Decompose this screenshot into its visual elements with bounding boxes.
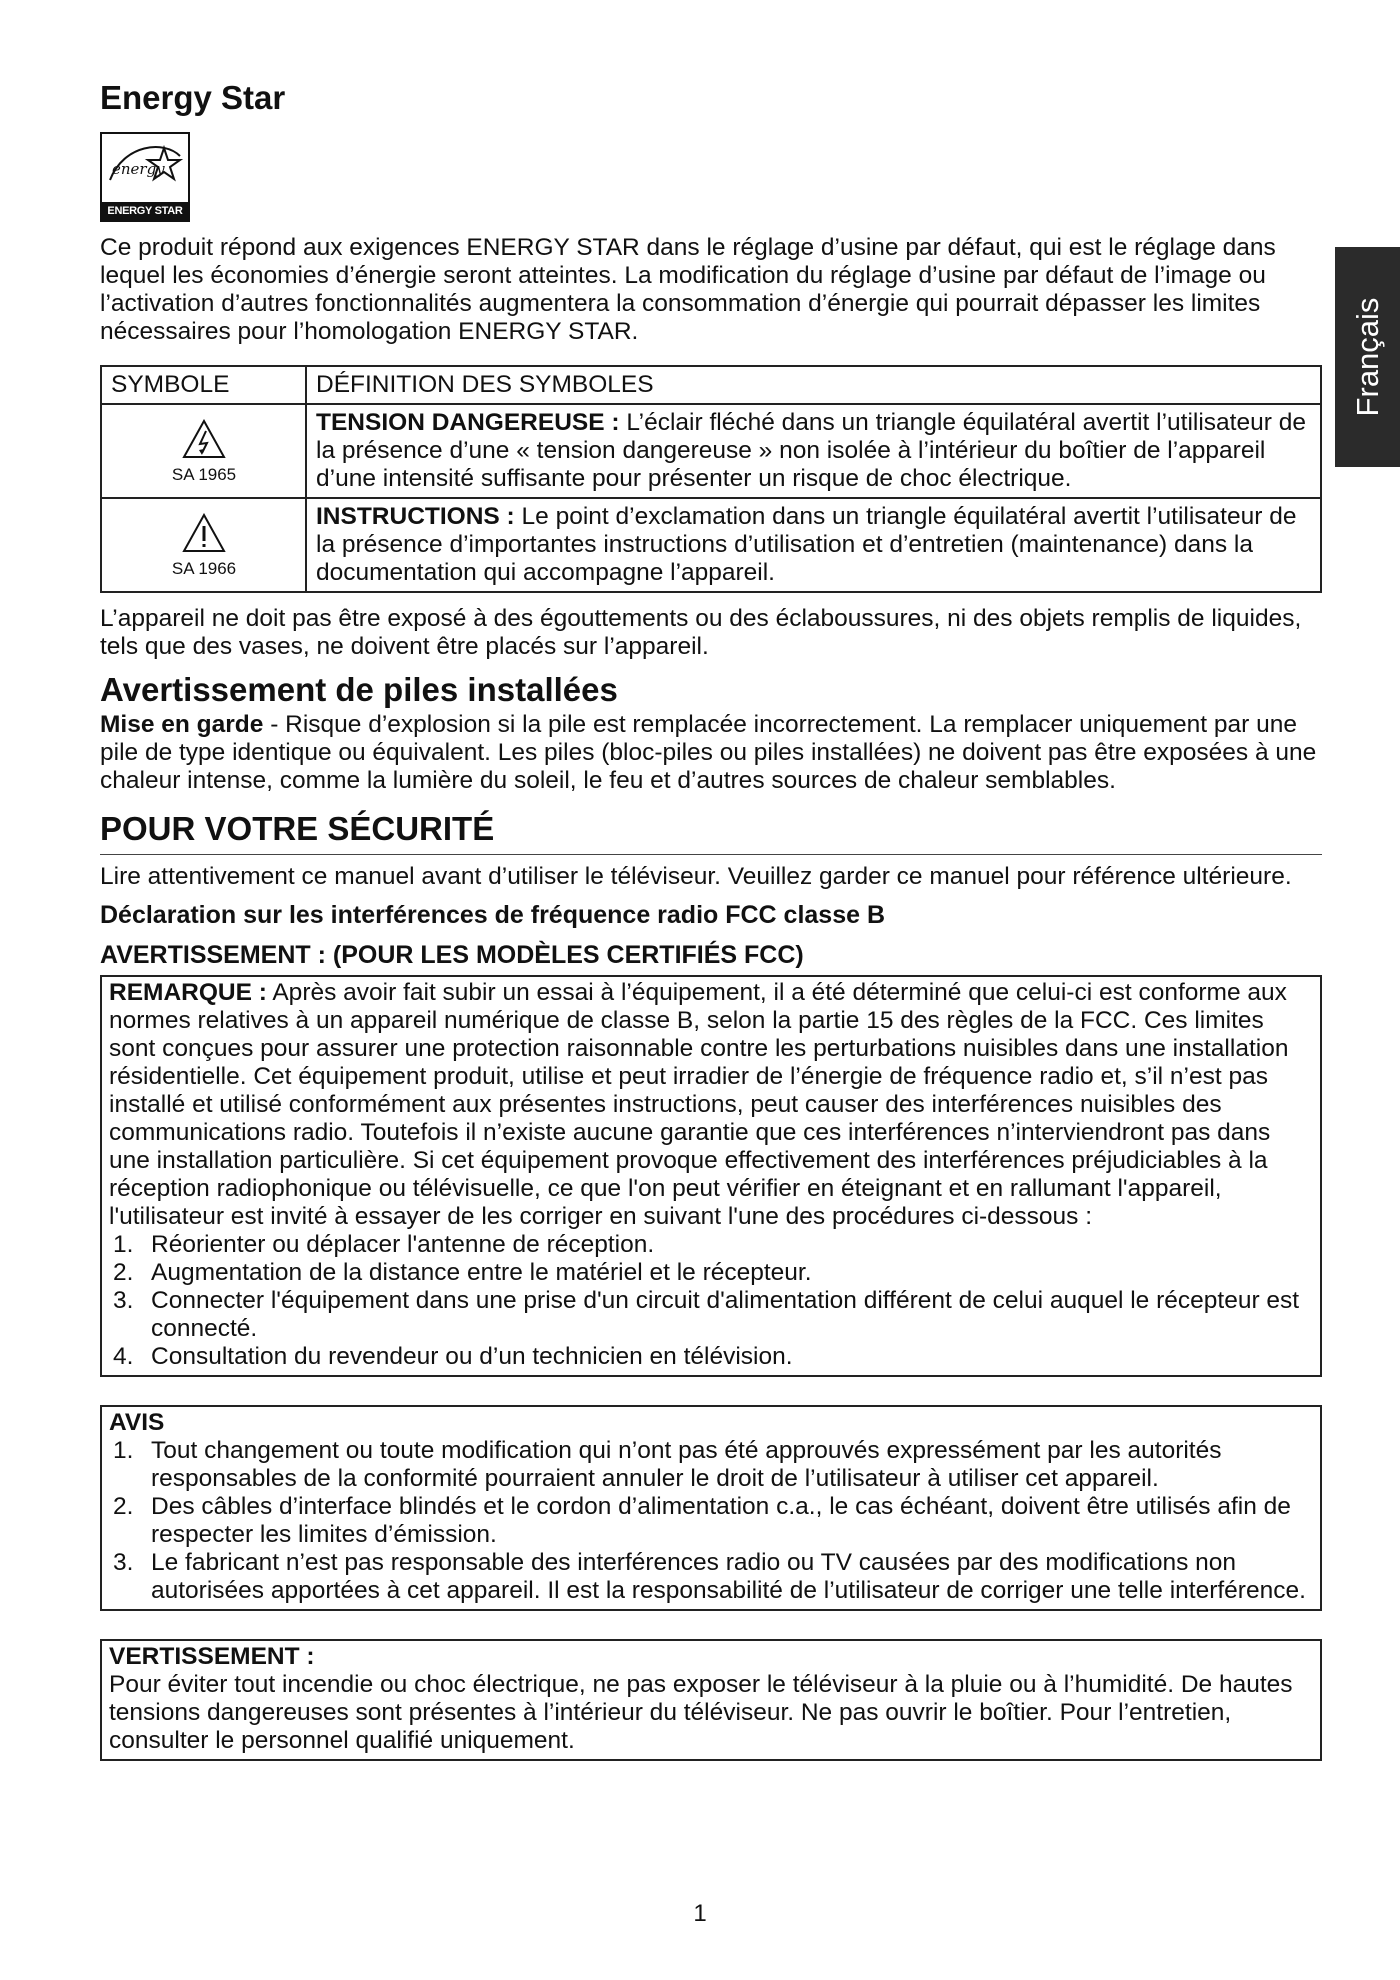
list-text: Réorienter ou déplacer l'antenne de réception. [151, 1231, 655, 1258]
energy-star-logo [100, 132, 190, 222]
list-item [109, 1343, 1314, 1371]
energy-star-swoosh-icon [102, 134, 188, 200]
language-tab [1335, 247, 1400, 467]
list-item [109, 1493, 1314, 1549]
vertissement-label: VERTISSEMENT : [109, 1643, 315, 1670]
list-text: Connecter l'équipement dans une prise d'un circuit d'alimentation différent de celui auquel le récepteur est connecté. [151, 1287, 1300, 1342]
avis-list [109, 1437, 1314, 1605]
list-number: 2. [113, 1259, 134, 1286]
list-item [109, 1549, 1314, 1605]
battery-text: - Risque d’explosion si la pile est remplacée incorrectement. La remplacer uniquement par une pile de type identique ou équivalent. Les piles (bloc-piles ou piles installées) ne doivent pas être exposées à une chaleur intense, comme la lumière du soleil, le feu et d’autres sources de chaleur semblables. [100, 711, 1317, 794]
liquid-warning: L’appareil ne doit pas être exposé à des égouttements ou des éclaboussures, ni des objets remplis de liquides, tels que des vases, ne doivent être placés sur l’appareil. [100, 605, 1302, 660]
list-text: Tout changement ou toute modification qui n’ont pas été approuvés expressément par les autorités responsables de la conformité pourraient annuler le droit de l’utilisateur à utiliser cet appareil. [151, 1437, 1222, 1492]
symbol-code: SA 1965 [171, 465, 237, 484]
list-text: Consultation du revendeur ou d’un technicien en télévision. [151, 1343, 793, 1370]
avis-box [100, 1405, 1322, 1611]
remarque-list [109, 1231, 1314, 1371]
symbol-term: TENSION DANGEREUSE : [316, 409, 620, 436]
symbols-table-header [101, 366, 1321, 404]
list-item [109, 1231, 1314, 1259]
vertissement-box [100, 1639, 1322, 1761]
list-number: 2. [113, 1493, 134, 1520]
energy-star-paragraph: Ce produit répond aux exigences ENERGY STAR dans le réglage d’usine par défaut, qui est le réglage dans lequel les économies d’énergie seront atteintes. La modification du réglage d’usine par défaut de l’image ou l’activation d’autres fonctionnalités augmentera la consommation d’énergie qui pourrait dépasser les limites nécessaires pour l’homologation ENERGY STAR. [100, 234, 1276, 345]
energy-star-logo-label: ENERGY STAR [102, 202, 188, 220]
avis-label: AVIS [109, 1409, 165, 1436]
header-symbol: SYMBOLE [101, 366, 306, 404]
list-number: 1. [113, 1437, 134, 1464]
remarque-label: REMARQUE : [109, 979, 267, 1006]
battery-paragraph [100, 711, 1322, 795]
symbols-table-row [101, 404, 1321, 498]
header-definition: DÉFINITION DES SYMBOLES [306, 366, 1321, 404]
page-content [100, 76, 1322, 1761]
list-text: Le fabricant n’est pas responsable des interférences radio ou TV causées par des modifications non autorisées apportées à cet appareil. Il est la responsabilité de l’utilisateur de corriger une telle interférence. [151, 1549, 1306, 1604]
symbol-code: SA 1966 [171, 559, 237, 578]
vertissement-text: Pour éviter tout incendie ou choc électrique, ne pas exposer le téléviseur à la pluie ou à l’humidité. De hautes tensions dangereuses sont présentes à l’intérieur du téléviseur. Ne pas ouvrir le boîtier. Pour l’entretien, consulter le personnel qualifié uniquement. [109, 1671, 1293, 1754]
language-tab-label: Français [1349, 297, 1385, 417]
list-text: Augmentation de la distance entre le matériel et le récepteur. [151, 1259, 812, 1286]
remarque-text: Après avoir fait subir un essai à l’équipement, il a été déterminé que celui-ci est conforme aux normes relatives à un appareil numérique de classe B, selon la partie 15 des règles de la FCC. Ces limites sont conçues pour assurer une protection raisonnable contre les perturbations nuisibles dans une installation résidentielle. Cet équipement produit, utilise et peut irradier de l’énergie de fréquence radio et, s’il n’est pas installé et utilisé conformément aux présentes instructions, peut causer des interférences nuisibles des communications radio. Toutefois il n’existe aucune garantie que ces interférences n’interviendront pas dans une installation particulière. Si cet équipement provoque effectivement des interférences préjudiciables à la réception radiophonique ou télévisuelle, ce que l'on peut vérifier en éteignant et en rallumant l'appareil, l'utilisateur est invité à essayer de les corriger en suivant l'une des procédures ci-dessous : [109, 979, 1289, 1230]
list-number: 4. [113, 1343, 134, 1370]
symbol-definition-text: Le point d’exclamation dans un triangle équilatéral avertit l’utilisateur de la présence d’importantes instructions d’utilisation et d’entretien (maintenance) dans la documentation qui accompagne l’appareil. [316, 503, 1297, 586]
lightning-triangle-icon [182, 419, 226, 459]
exclamation-triangle-icon [182, 513, 226, 553]
safety-intro: Lire attentivement ce manuel avant d’utiliser le téléviseur. Veuillez garder ce manuel pour référence ultérieure. [100, 863, 1292, 890]
fcc-heading: Déclaration sur les interférences de fréquence radio FCC classe B [100, 901, 886, 929]
symbol-term: INSTRUCTIONS : [316, 503, 515, 530]
remarque-box [100, 975, 1322, 1377]
list-number: 3. [113, 1549, 134, 1576]
fcc-warning-heading: AVERTISSEMENT : (POUR LES MODÈLES CERTIFIÉS FCC) [100, 941, 804, 969]
safety-title: POUR VOTRE SÉCURITÉ [100, 808, 1322, 855]
remarque-paragraph [109, 979, 1314, 1231]
list-item [109, 1287, 1314, 1343]
symbol-definition-text: L’éclair fléché dans un triangle équilatéral avertit l’utilisateur de la présence d’une « tension dangereuse » non isolée à l’intérieur du boîtier de l’appareil d’une intensité suffisante pour présenter un risque de choc électrique. [316, 409, 1306, 492]
energy-star-title: Energy Star [100, 79, 286, 116]
symbol-definition [306, 404, 1321, 498]
energy-script-text: energy [112, 160, 165, 178]
list-item [109, 1437, 1314, 1493]
battery-lead: Mise en garde [100, 711, 264, 738]
page-number: 1 [693, 1900, 707, 1927]
battery-title: Avertissement de piles installées [100, 671, 618, 708]
symbol-definition [306, 498, 1321, 592]
symbols-table-row [101, 498, 1321, 592]
list-item [109, 1259, 1314, 1287]
list-text: Des câbles d’interface blindés et le cordon d’alimentation c.a., le cas échéant, doivent être utilisés afin de respecter les limites d’émission. [151, 1493, 1291, 1548]
list-number: 1. [113, 1231, 134, 1258]
list-number: 3. [113, 1287, 134, 1314]
symbols-table [100, 365, 1322, 593]
